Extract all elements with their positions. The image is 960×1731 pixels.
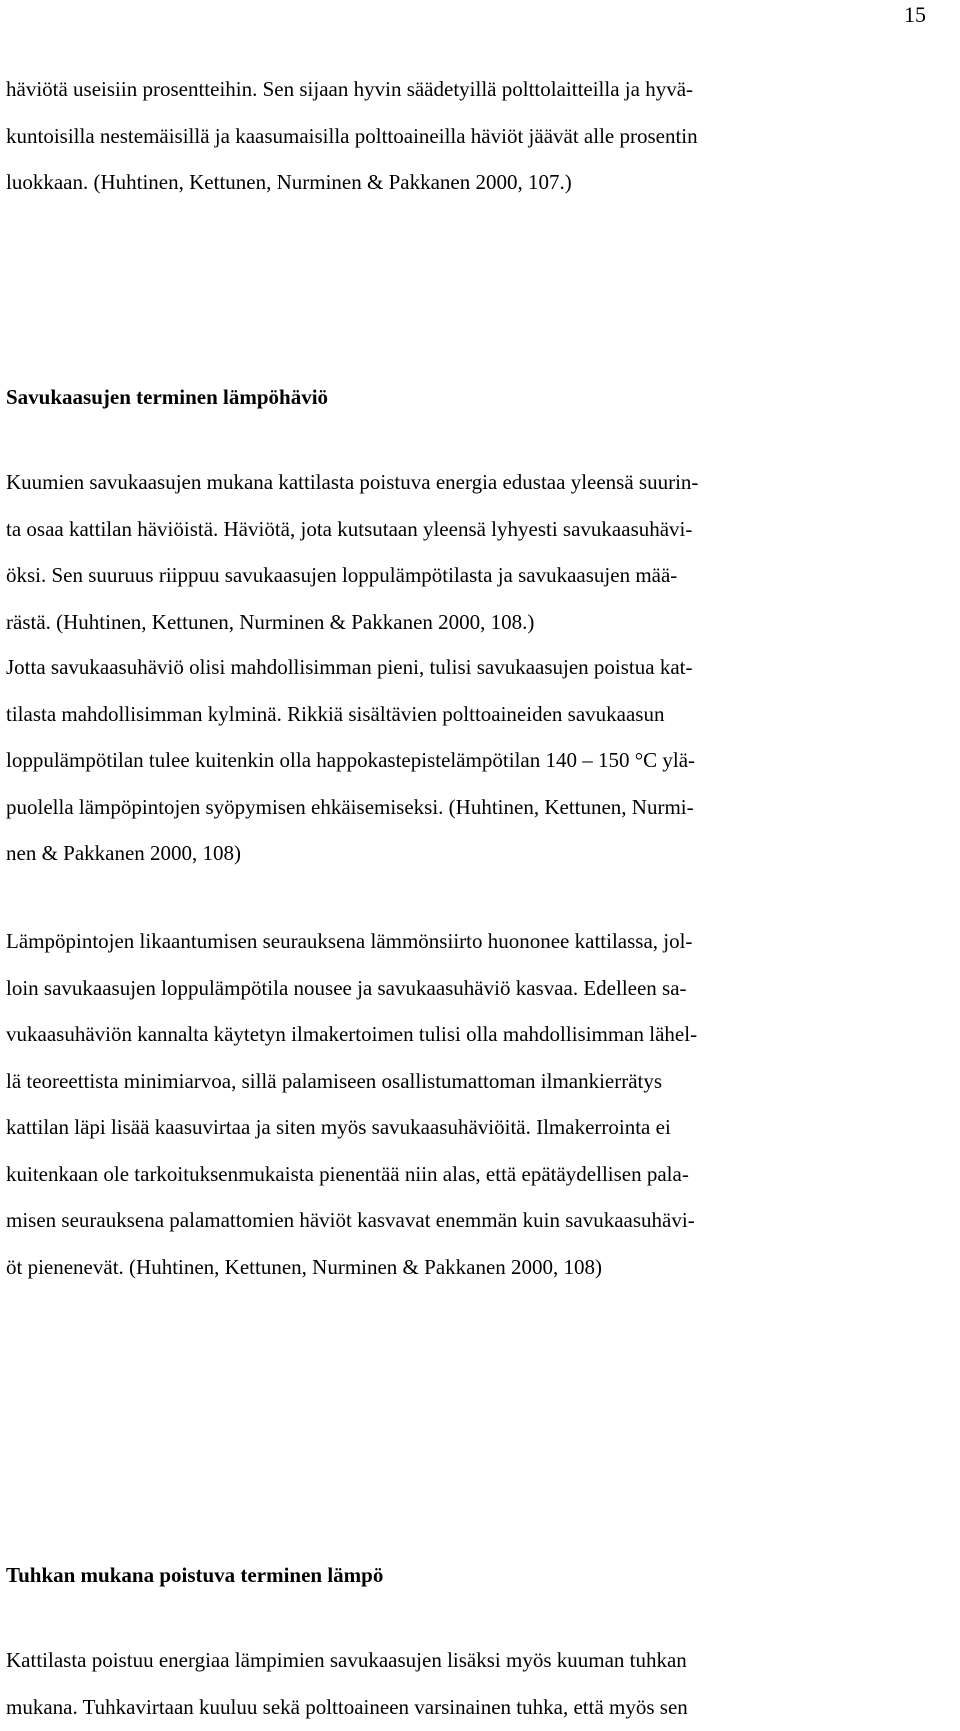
text-line: Kuumien savukaasujen mukana kattilasta poistuva energia edustaa yleensä suurin- — [6, 470, 699, 494]
text-line: ta osaa kattilan häviöistä. Häviötä, jota kutsutaan yleensä lyhyesti savukaasuhävi- — [6, 516, 693, 541]
text-line: misen seurauksena palamattomien häviöt kasvavat enemmän kuin savukaasuhävi- — [6, 1208, 695, 1232]
text-line: tilasta mahdollisimman kylminä. Rikkiä sisältävien polttoaineiden savukaasun — [6, 701, 665, 726]
text-line: puolella lämpöpintojen syöpymisen ehkäisemiseksi. (Huhtinen, Kettunen, Nurmi- — [6, 794, 694, 819]
section-heading-flue-gas-loss: Savukaasujen terminen lämpöhäviö — [6, 385, 329, 409]
text-line: lä teoreettista minimiarvoa, sillä palamiseen osallistumattoman ilmankierrätys — [6, 1068, 663, 1093]
text-line: Jotta savukaasuhäviö olisi mahdollisimman pieni, tulisi savukaasujen poistua kat- — [6, 655, 693, 679]
text-line: kuntoisilla nestemäisillä ja kaasumaisilla polttoaineilla häviöt jäävät alle prosentin — [6, 123, 698, 148]
paragraph-fouling-air-ratio — [6, 918, 946, 1290]
text-line: kuitenkaan ole tarkoituksenmukaista pienentää niin alas, että epätäydellisen pala- — [6, 1161, 689, 1186]
text-line: öt pienenevät. (Huhtinen, Kettunen, Nurminen & Pakkanen 2000, 108) — [6, 1254, 603, 1279]
paragraph-loss-percentages — [6, 66, 946, 206]
text-line: loin savukaasujen loppulämpötila nousee ja savukaasuhäviö kasvaa. Edelleen sa- — [6, 975, 687, 1000]
text-line: öksi. Sen suuruus riippuu savukaasujen loppulämpötilasta ja savukaasujen mää- — [6, 563, 678, 587]
paragraph-cold-flue-gas — [6, 644, 946, 877]
page-number: 15 — [904, 2, 926, 27]
paragraph-flue-gas-energy — [6, 459, 946, 645]
text-line: häviötä useisiin prosentteihin. Sen sijaan hyvin säädetyillä polttolaitteilla ja hyvä- — [6, 77, 694, 101]
text-line: loppulämpötilan tulee kuitenkin olla happokastepistelämpötilan 140 – 150 °C ylä- — [6, 748, 696, 772]
text-line: Kattilasta poistuu energiaa lämpimien savukaasujen lisäksi myös kuuman tuhkan — [6, 1648, 687, 1672]
text-line: luokkaan. (Huhtinen, Kettunen, Nurminen & Pakkanen 2000, 107.) — [6, 170, 572, 194]
text-line: rästä. (Huhtinen, Kettunen, Nurminen & Pakkanen 2000, 108.) — [6, 609, 535, 634]
text-line: kattilan läpi lisää kaasuvirtaa ja siten myös savukaasuhäviöitä. Ilmakerrointa ei — [6, 1115, 671, 1139]
text-line: vukaasuhäviön kannalta käytetyn ilmakertoimen tulisi olla mahdollisimman lähel- — [6, 1022, 698, 1046]
text-line: mukana. Tuhkavirtaan kuuluu sekä polttoaineen varsinainen tuhka, että myös sen — [6, 1694, 688, 1719]
text-line: nen & Pakkanen 2000, 108) — [6, 841, 242, 865]
paragraph-ash-energy — [6, 1637, 946, 1730]
text-line: Lämpöpintojen likaantumisen seurauksena lämmönsiirto huononee kattilassa, jol- — [6, 929, 693, 953]
section-heading-ash-heat-loss: Tuhkan mukana poistuva terminen lämpö — [6, 1563, 384, 1587]
